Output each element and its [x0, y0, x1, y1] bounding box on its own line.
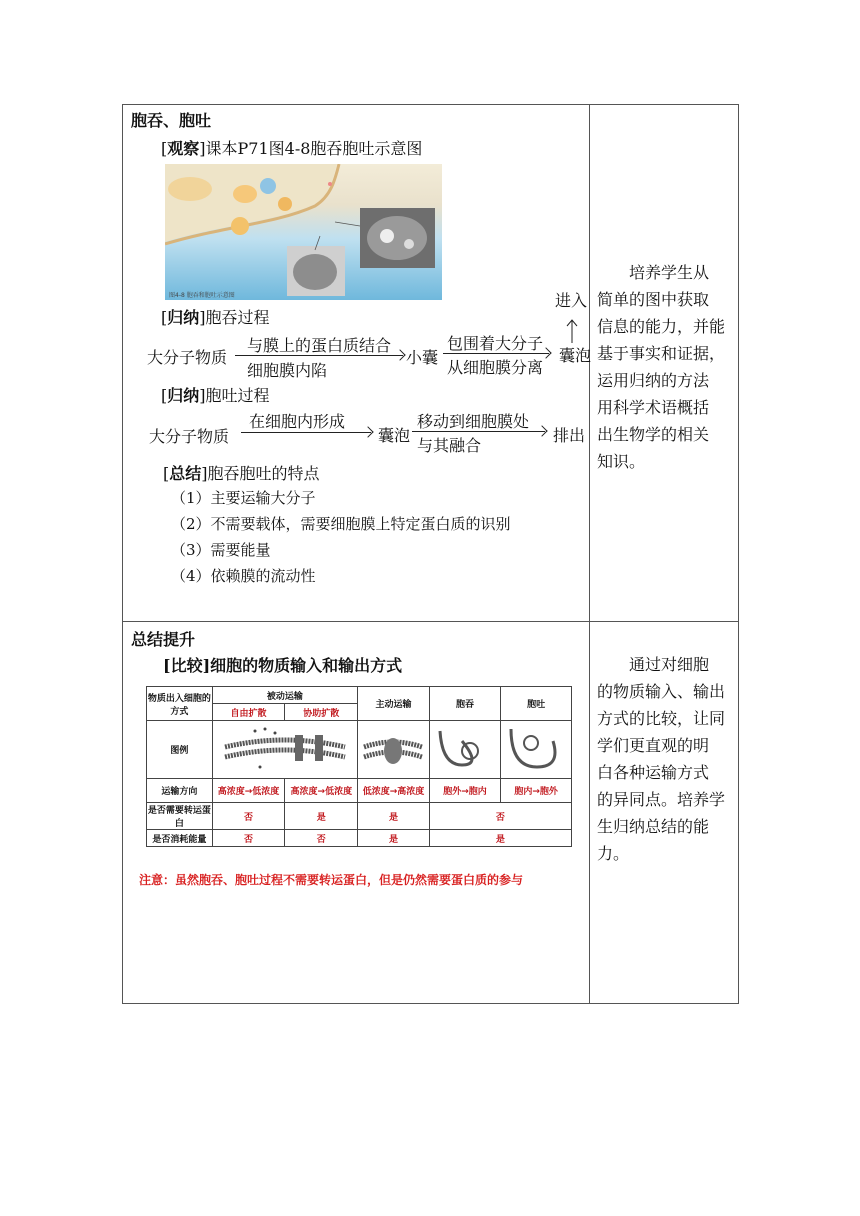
endo-arrow2-bottom: 从细胞膜分离: [447, 358, 544, 377]
figure-caption: 图4-8 胞吞和胞吐示意图: [169, 292, 235, 299]
dir-endo: 胞外→胞内: [429, 779, 501, 803]
exo-mid: 囊泡: [378, 426, 411, 445]
observe-line: [观察]课本P71图4-8胞吞胞吐示意图: [161, 139, 423, 158]
transport-comparison-table: [146, 686, 572, 847]
section1-side-note: 培养学生从 简单的图中获取 信息的能力，并能 基于事实和证据， 运用归纳的方法 用科学术语概括 出生物学的相关 知识。: [597, 263, 726, 471]
dir-facil: 高浓度→低浓度: [285, 779, 358, 803]
row-diagram-label: 图例: [147, 721, 213, 779]
endo-diagram: [429, 721, 501, 779]
exo-arrow2-bottom: 与其融合: [417, 436, 482, 455]
point-2: （2）不需要载体，需要细胞膜上特定蛋白质的识别: [171, 515, 511, 533]
row-direction-label: 运输方向: [147, 779, 213, 803]
summary-text: 胞吞胞吐的特点: [207, 464, 320, 483]
th-endo: 胞吞: [429, 687, 501, 721]
endo-mid: 小囊: [406, 348, 439, 367]
note-text: 注意：虽然胞吞、胞吐过程不需要转运蛋白，但是仍然需要蛋白质的参与: [139, 873, 524, 887]
endocytosis-icon: [432, 721, 498, 775]
point-3: （3）需要能量: [171, 541, 271, 559]
energy-free: 否: [212, 830, 285, 847]
active-diagram: [358, 721, 430, 779]
th-mode: 物质出入细胞的方式: [147, 687, 213, 721]
th-exo: 胞吐: [501, 687, 572, 721]
induce1-text: 胞吞过程: [205, 308, 270, 327]
row-protein-label: 是否需要转运蛋白: [147, 803, 213, 830]
point-1: （1）主要运输大分子: [171, 489, 316, 507]
energy-active: 是: [358, 830, 430, 847]
exo-start: 大分子物质: [149, 427, 230, 446]
summary-line: [总结]胞吞胞吐的特点: [163, 464, 320, 483]
compare-line: [比较]细胞的物质输入和输出方式: [163, 656, 403, 675]
endo-end: 囊泡: [559, 346, 592, 365]
endo-arrow2: [443, 353, 549, 354]
compare-text: 细胞的物质输入和输出方式: [210, 656, 403, 675]
induce1-tag: 归纳: [167, 308, 200, 327]
observe-tag: 观察: [167, 139, 200, 158]
membrane-diagram-icon: [215, 721, 355, 775]
induce2-text: 胞吐过程: [205, 386, 270, 405]
section2-side-note: 通过对细胞 的物质输入、输出 方式的比较，让同 学们更直观的明 白各种运输方式 的异同点。培养学 生归纳总结的能 力。: [597, 655, 726, 863]
exocytosis-icon: [503, 721, 569, 775]
endo-arrow1: [235, 355, 403, 356]
endo-arrow2-top: 包围着大分子: [447, 334, 544, 353]
energy-facil: 否: [285, 830, 358, 847]
dir-free: 高浓度→低浓度: [212, 779, 285, 803]
protein-active: 是: [358, 803, 430, 830]
compare-tag: 比较: [170, 656, 203, 675]
observe-text: 课本P71图4-8胞吞胞吐示意图: [205, 139, 423, 158]
exo-diagram: [501, 721, 572, 779]
exo-arrow2: [412, 431, 545, 432]
passive-diagram: [212, 721, 358, 779]
exo-arrow1: [241, 432, 371, 433]
summary-tag: 总结: [169, 464, 202, 483]
row-energy-label: 是否消耗能量: [147, 830, 213, 847]
th-passive: 被动运输: [212, 687, 358, 704]
endo-start: 大分子物质: [147, 348, 228, 367]
section2-heading: 总结提升: [131, 630, 196, 649]
exo-end: 排出: [553, 426, 586, 445]
cell-diagram: [165, 164, 442, 300]
exo-arrow1-top: 在细胞内形成: [249, 412, 346, 431]
row-divider: [122, 621, 739, 622]
induce2-tag: 归纳: [167, 386, 200, 405]
dir-active: 低浓度→高浓度: [358, 779, 430, 803]
endocytosis-figure: [165, 164, 442, 300]
endo-arrow1-bottom: 细胞膜内陷: [247, 361, 328, 380]
pump-diagram-icon: [360, 721, 426, 775]
th-facil: 协助扩散: [285, 704, 358, 721]
endo-arrow1-top: 与膜上的蛋白质结合: [247, 336, 392, 355]
up-arrow-icon: [566, 318, 578, 344]
column-divider: [589, 104, 590, 1004]
exo-arrow2-top: 移动到细胞膜处: [417, 412, 530, 431]
protein-facil: 是: [285, 803, 358, 830]
induce2-line: [归纳]胞吐过程: [161, 386, 270, 405]
th-free: 自由扩散: [212, 704, 285, 721]
endo-end-up: 进入: [555, 291, 588, 310]
protein-free: 否: [212, 803, 285, 830]
dir-exo: 胞内→胞外: [501, 779, 572, 803]
section1-heading: 胞吞、胞吐: [131, 111, 212, 130]
energy-endo-exo: 是: [429, 830, 571, 847]
th-active: 主动运输: [358, 687, 430, 721]
point-4: （4）依赖膜的流动性: [171, 567, 316, 585]
induce1-line: [归纳]胞吞过程: [161, 308, 270, 327]
protein-endo-exo: 否: [429, 803, 571, 830]
